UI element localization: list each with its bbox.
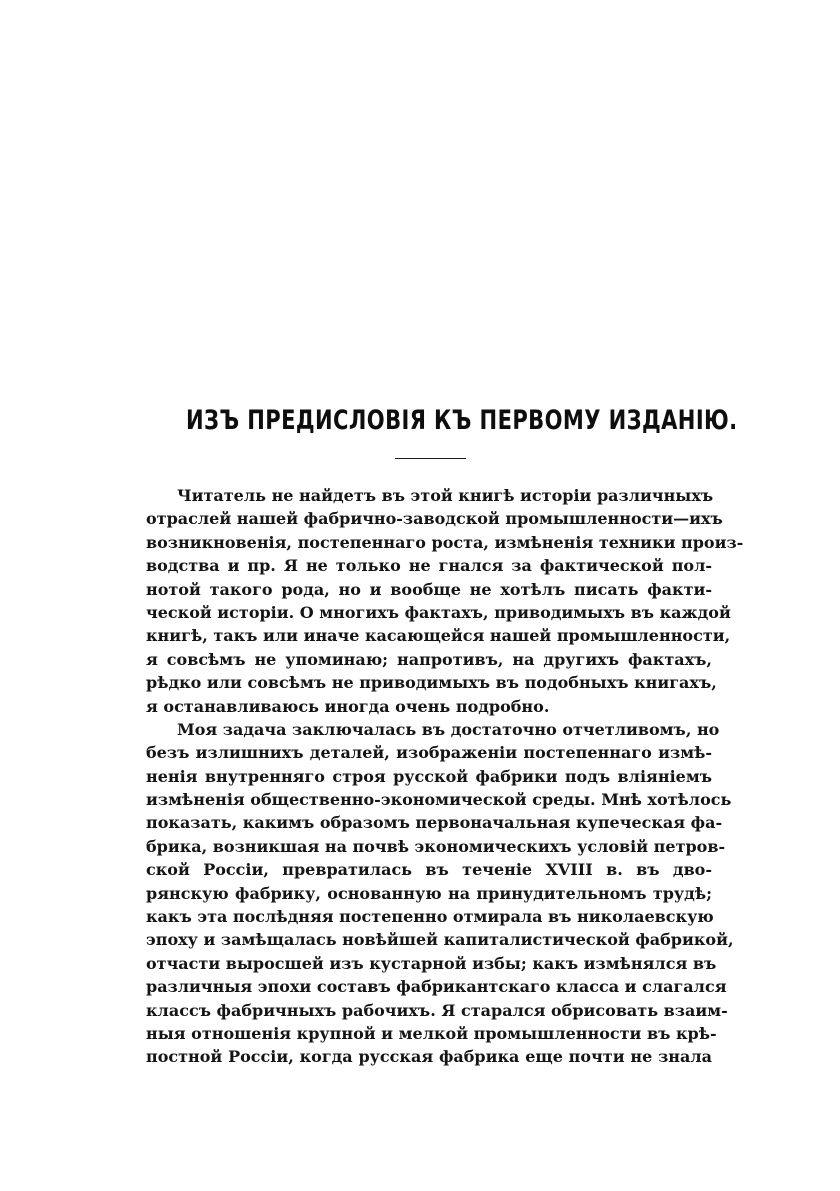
chapter-heading: ИЗЪ ПРЕДИСЛОВІЯ КЪ ПЕРВОМУ ИЗДАНІЮ.	[186, 405, 738, 436]
text-line: рянскую фабрику, основанную на принудительномъ трудѣ;	[146, 883, 712, 903]
text-line: безъ излишнихъ деталей, изображеніи постепеннаго измѣ-	[146, 743, 712, 763]
text-line: ненія внутренняго строя русской фабрики подъ вліяніемъ	[146, 766, 712, 786]
text-line: ныя отношенія крупной и мелкой промышленности въ крѣ-	[146, 1023, 717, 1043]
text-line: я останавливаюсь иногда очень подробно.	[146, 696, 550, 716]
text-line: нотой такого рода, но и вообще не хотѣлъ писать факти-	[146, 579, 712, 599]
text-line: ской Россіи, превратилась въ теченіе XVIII в. въ дво-	[146, 860, 712, 880]
text-line: брика, возникшая на почвѣ экономическихъ условій петров-	[146, 836, 726, 856]
text-line: рѣдко или совсѣмъ не приводимыхъ въ подобныхъ книгахъ,	[146, 673, 717, 693]
text-line: книгѣ, такъ или иначе касающейся нашей промышленности,	[146, 626, 731, 646]
text-line: ческой исторіи. О многихъ фактахъ, приводимыхъ въ каждой	[146, 602, 731, 622]
text-line: отраслей нашей фабрично-заводской промышленности—ихъ	[146, 509, 723, 529]
body-text	[146, 484, 744, 1069]
text-line: эпоху и замѣщалась новѣйшей капиталистической фабрикой,	[146, 930, 734, 950]
text-line: показать, какимъ образомъ первоначальная купеческая фа-	[146, 813, 723, 833]
text-line: возникновенія, постепеннаго роста, измѣненія техники произ-	[146, 532, 744, 552]
text-line: постной Россіи, когда русская фабрика еще почти не знала	[146, 1047, 712, 1067]
text-line: различныя эпохи составъ фабрикантскаго класса и слагался	[146, 977, 727, 997]
text-line: Моя задача заключалась въ достаточно отчетливомъ, но	[177, 719, 720, 739]
text-line: измѣненія общественно-экономической среды. Мнѣ хотѣлось	[146, 790, 732, 810]
text-line: отчасти выросшей изъ кустарной избы; какъ измѣнялся въ	[146, 953, 717, 973]
text-line: классъ фабричныхъ рабочихъ. Я старался обрисовать взаим-	[146, 1000, 728, 1020]
text-line: какъ эта послѣдняя постепенно отмирала въ николаевскую	[146, 907, 714, 927]
heading-divider	[395, 458, 466, 459]
text-line: я совсѣмъ не упоминаю; напротивъ, на другихъ фактахъ,	[146, 649, 712, 669]
text-line: Читатель не найдетъ въ этой книгѣ исторіи различныхъ	[177, 486, 714, 505]
text-line: водства и пр. Я не только не гнался за фактической пол-	[146, 556, 712, 576]
